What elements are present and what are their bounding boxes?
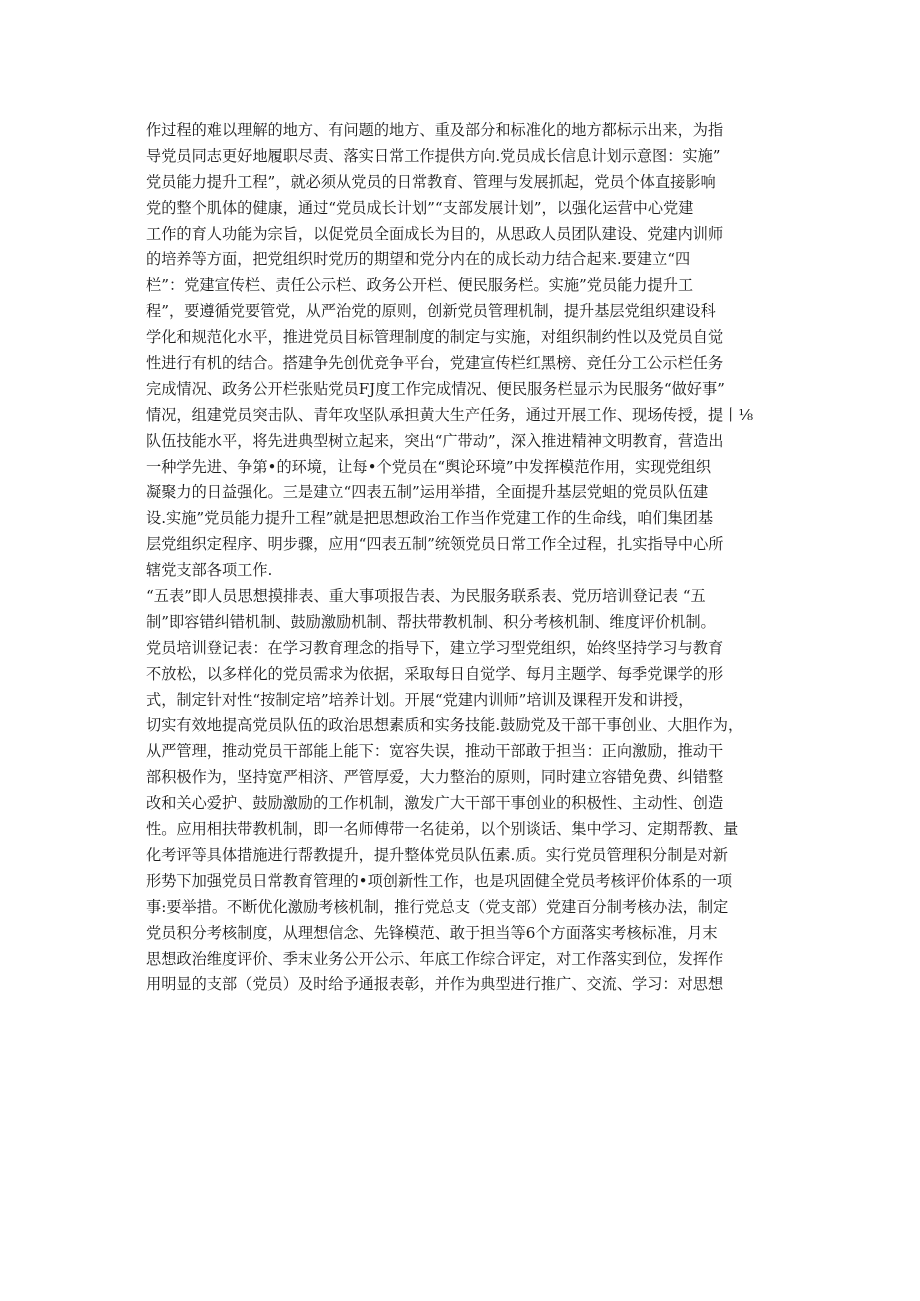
text-line: “五表”即人员思想摸排表、重大事项报告表、为民服务联系表、党历培训登记表 “五	[146, 587, 706, 606]
text-line: 改和关心爱护、鼓励激励的工作机制，激发广大干部干事创业的积极性、主动性、创造	[146, 794, 724, 813]
text-line: 作过程的难以理解的地方、有问题的地方、重及部分和标准化的地方都标示出来，为指	[146, 121, 724, 139]
text-line: 性。应用相扶带教机制，即一名师傅带一名徒弟，以个别谈话、集中学习、定期帮教、量	[146, 820, 739, 839]
paragraph-1	[146, 118, 786, 584]
text-line: 一种学先进、争第•的环境，让每•个党员在“舆论环境”中发挥模范作用，实现党组织	[146, 457, 712, 476]
text-line: 导党员同志更好地履职尽责、落实日常工作提供方向.党员成长信息计划示意图：实施”	[146, 146, 721, 165]
text-line: 工作的育人功能为宗旨，以促党员全面成长为目的，从思政人员团队建设、党建内训师	[146, 224, 724, 243]
text-line: 层党组织定程序、明步骤，应用“四表五制”统领党员日常工作全过程，扎实指导中心所	[146, 535, 724, 554]
text-line: 制”即容错纠错机制、鼓励激励机制、帮扶带教机制、积分考核机制、维度评价机制。	[146, 612, 716, 631]
text-line: 思想政治维度评价、季末业务公开公示、年底工作综合评定，对工作落实到位，发挥作	[146, 949, 724, 968]
text-line: 部积极作为，坚持宽严相济、严管厚爱，大力整治的原则，同时建立容错免费、纠错整	[146, 768, 724, 787]
text-line: 式，制定针对性“按制定培”培养计划。开展“党建内训师”培训及课程开发和讲授，	[146, 690, 694, 709]
text-line: 党员能力提升工程”，就必须从党员的日常教育、管理与发展抓起，党员个体直接影响	[146, 172, 716, 191]
text-line: 队伍技能水平，将先进典型树立起来，突出“广带动”，深入推进精神文明教育，营造出	[146, 431, 724, 450]
text-line: 程”，要遵循党要管党，从严治党的原则，创新党员管理机制，提升基层党组织建设科	[146, 302, 716, 321]
text-line: 切实有效地提高党员队伍的政治思想素质和实务技能.鼓励党及干部干事创业、大胆作为，	[146, 716, 744, 735]
text-line: 不放松，以多样化的党员需求为依据，采取每日自觉学、每月主题学、每季党课学的形	[146, 664, 724, 683]
text-line: 党的整个肌体的健康，通过“党员成长计划”“支部发展计划”，以强化运营中心党建	[146, 198, 694, 217]
text-line: 化考评等具体措施进行帮教提升，提升整体党员队伍素.质。实行党员管理积分制是对新	[146, 845, 728, 864]
text-line: 凝聚力的日益强化。三是建立“四表五制”运用举措，全面提升基层党蛆的党员队伍建	[146, 483, 709, 502]
text-line: 党员积分考核制度，从理想信念、先锋模范、敢于担当等6个方面落实考核标准，月末	[146, 923, 718, 942]
text-line: 完成情况、政务公开栏张贴党员FJ度工作完成情况、便民服务栏显示为民服务“做好事”	[146, 379, 725, 398]
text-line: 事:要举措。不断优化激励考核机制，推行党总支（党支部）党建百分制考核办法，制定	[146, 897, 729, 916]
text-line: 用明显的支部（党员）及时给予通报表彰，并作为典型进行推广、交流、学习：对思想	[146, 975, 724, 994]
text-line: 的培养等方面，把党组织时党历的期望和党分内在的成长动力结合起来.要建立“四	[146, 250, 691, 269]
text-line: 设.实施”党员能力提升工程”就是把思想政治工作当作党建工作的生命线，咱们集团基	[146, 509, 714, 528]
text-line: 情况，组建党员突击队、青年攻坚队承担黄大生产任务，通过开展工作、现场传授，提丨⅛	[146, 405, 754, 424]
text-line: 辖党支部各项工作.	[146, 561, 273, 580]
paragraph-2	[146, 584, 786, 998]
text-line: 性进行有机的结合。搭建争先创优竞争平台，党建宣传栏红黑榜、竞任分工公示栏任务	[146, 354, 724, 373]
text-line: 从严管理，推动党员干部能上能下：宽容失误，推动干部敢于担当：正向激励，推动干	[146, 742, 724, 761]
text-line: 党员培训登记表：在学习教育理念的指导下，建立学习型党组织，始终坚持学习与教育	[146, 638, 724, 657]
text-line: 形势下加强党员日常教育管理的•项创新性工作，也是巩固健全党员考核评价体系的一项	[146, 871, 733, 890]
document-page	[146, 118, 786, 998]
text-line: 学化和规范化水平，推进党员目标管理制度的制定与实施，对组织制约性以及党员自觉	[146, 328, 724, 347]
text-line: 栏”：党建宣传栏、责任公示栏、政务公开栏、便民服务栏。实施”党员能力提升工	[146, 276, 694, 295]
